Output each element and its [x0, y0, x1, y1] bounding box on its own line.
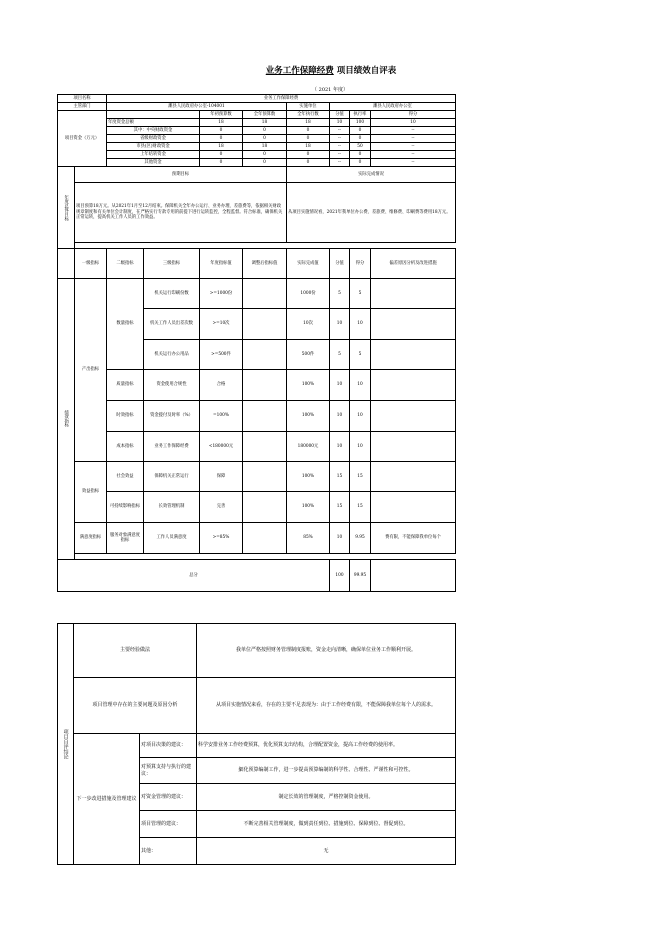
total-row — [58, 560, 456, 592]
goals-label: 年度总体目标 — [58, 167, 75, 249]
project-name: 业务工作保障经费 — [107, 95, 456, 103]
funds-row: 省级财政资金 0 0 0 -- 0 -- — [58, 135, 456, 143]
funds-header: 执行率 — [350, 111, 371, 119]
indicator-row: 机关运行办公用品 >=500件 500件 5 5 — [58, 340, 456, 370]
suggestion-text: 細化预算编制工作，进一步提高预算编制的科学性、合理性、严谨性和可控性。 — [197, 758, 456, 784]
indicator-row: 满意度指标 服务对象满意度指标 工作人员满意度 >=85% 85% 10 9.95 费有限，不能保障我单位每个 — [58, 523, 456, 554]
suggestion-label: 对预算支持与执行的建议： — [140, 758, 197, 784]
suggestion-text: 无 — [197, 838, 456, 865]
suggestion-label: 对项目决策的建议： — [140, 734, 197, 758]
funds-header: 得分 — [371, 111, 456, 119]
dept-label: 主管部门 — [58, 103, 107, 111]
funds-row: 市县(区)财政资金 18 18 18 -- 50 -- — [58, 143, 456, 151]
title-project: 业务工作保障经费 — [265, 66, 334, 76]
actual-goal: 从项目实施情况看，2021年我单位办公费、差旅费、维修费、印刷费等费用18万元。 — [287, 183, 456, 243]
problems-label: 项目管理中存在的主要问题及原因分析 — [74, 678, 197, 734]
total-label: 总分 — [58, 560, 330, 592]
indicator-row: 质量指标 资金使用合规性 合格 100% 10 10 — [58, 370, 456, 401]
quantity-label: 数量指标 — [107, 279, 144, 370]
actual-header: 实际完成情况 — [287, 167, 456, 183]
satisfaction-label: 满意度指标 — [75, 523, 107, 554]
project-name-label: 项目名称 — [58, 95, 107, 103]
indicator-row: 时效指标 资金拨付及时率（%） =100% 100% 10 10 — [58, 401, 456, 432]
funds-row: 年度资金总额 18 18 18 10 100 10 — [58, 119, 456, 127]
suggestion-text: 制定长效的管理制度，严格控制资金使用。 — [197, 784, 456, 811]
cost-label: 成本指标 — [107, 432, 144, 462]
funds-header: 全年执行数 — [287, 111, 330, 119]
main-exp: 我单位严格按照财务管理制度报账，资金走向清晰，确保单位业务工作顺利开展。 — [197, 624, 456, 678]
funds-header: 全年预算数 — [243, 111, 287, 119]
suggestion-label: 项目管理的建议： — [140, 811, 197, 838]
impl-value: 濉县人民政府办公室 — [330, 103, 456, 111]
total-score: 100 — [330, 560, 350, 592]
funds-header: 分值 — [330, 111, 350, 119]
funds-row: 其他资金 0 0 0 -- 0 -- — [58, 159, 456, 167]
indicator-row: 成本指标 业务工作保障经费 <180000元 180000元 10 10 — [58, 432, 456, 462]
funds-header: 年初预算数 — [200, 111, 243, 119]
suggestion-text: 不断完善相关管理制度，做到责任到位、措施到位、保障到位、督促到位。 — [197, 811, 456, 838]
funds-label: 项目资金（万元） — [58, 111, 107, 167]
benefit-label: 效益指标 — [75, 462, 107, 523]
service-label: 服务对象满意度指标 — [107, 523, 144, 554]
evaluation-table — [57, 94, 456, 592]
expected-header: 预期目标 — [75, 167, 287, 183]
indicator-header-row: 一级指标 二级指标 三级指标 年度指标值 调整后指标值 实际完成值 分值 得分 偏差原因分析及改进措施 — [58, 249, 456, 279]
problems: 从项目实施情况来看，存在的主要不足表现为：由于工作经费有限，不能保障我单位每个人的需求。 — [197, 678, 456, 734]
time-label: 时效指标 — [107, 401, 144, 432]
conclusion-table — [57, 623, 456, 865]
total-got: 99.95 — [350, 560, 371, 592]
social-label: 社会效益 — [107, 462, 144, 492]
measures-label: 下一步改进措施及管理建议 — [74, 734, 140, 865]
sustain-label: 可持续影响指标 — [107, 492, 144, 523]
expected-goal: 项目预算18万元。从2021年1月至12月结束。保障机关全年办公运行、业务办理、差旅费等，依据相关财政规章制度和有关单位会计制度，在严格实行专款专用的前提下进行运转监控，全程监督。符合标准，确保机关正常运转，提高机关工作人员的工作效益。 — [75, 183, 287, 243]
conclusion-label: 项目自评结论 — [58, 624, 74, 865]
indicator-row: 效益指标 社会效益 保障机关正常运行 保障 100% 15 15 — [58, 462, 456, 492]
main-exp-label: 主要经验做法 — [74, 624, 197, 678]
funds-row: 上年结转资金 0 0 0 -- 0 -- — [58, 151, 456, 159]
suggestion-text: 科学安排业务工作经费预算，优化预算支出结构，合理配置资金，提高工作经费的使用率。 — [197, 734, 456, 758]
dept-value: 濉县人民政府办公室-104001 — [107, 103, 287, 111]
suggestion-label: 其他： — [140, 838, 197, 865]
indicator-row: 绩效指标 产出指标 数量指标 机关运行印刷份数 >=1000份 1000份 5 5 — [58, 279, 456, 309]
year-line: （ 2021 年度） — [312, 87, 348, 93]
perf-label: 绩效指标 — [58, 279, 75, 560]
output-label: 产出指标 — [75, 279, 107, 462]
quality-label: 质量指标 — [107, 370, 144, 401]
title-suffix: 项目绩效自评表 — [336, 66, 397, 76]
indicator-row: 机关工作人员出差次数 >=10次 10次 10 10 — [58, 309, 456, 340]
page-title — [0, 64, 662, 76]
funds-row: 其中：中央财政资金 0 0 0 -- 0 -- — [58, 127, 456, 135]
impl-label: 实施单位 — [287, 103, 330, 111]
suggestion-label: 对资金管理的建议： — [140, 784, 197, 811]
indicator-row: 可持续影响指标 长效管理机制 完善 100% 15 15 — [58, 492, 456, 523]
